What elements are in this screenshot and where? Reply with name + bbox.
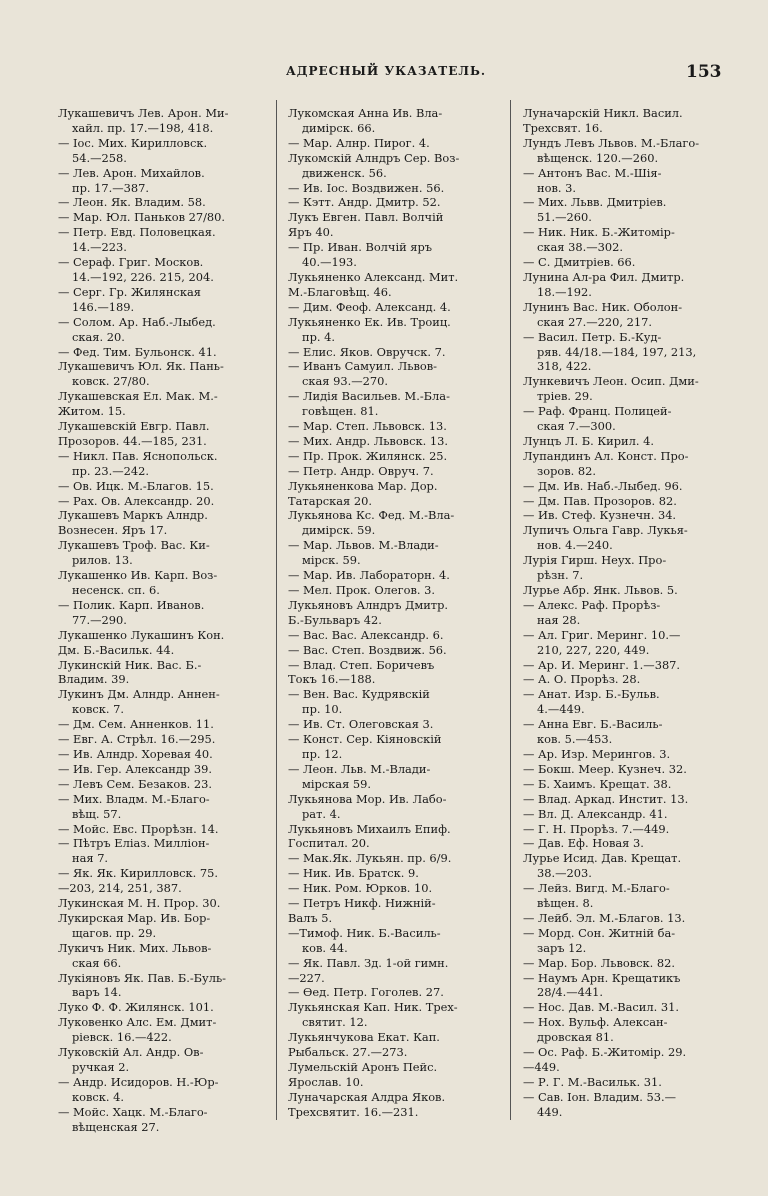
- entry-line: — Мар. Бор. Львовск. 82.: [523, 955, 676, 970]
- entry-line: димірск. 66.: [302, 120, 376, 135]
- entry-line: Токъ 16.—188.: [288, 672, 376, 687]
- entry-line: — Мар. Алнр. Пирог. 4.: [288, 135, 430, 150]
- column-3: [523, 106, 738, 1120]
- entry-line: Лукьяновъ Алндръ Дмитр.: [288, 597, 448, 612]
- entry-line: — Мар. Юл. Паньков 27/80.: [58, 210, 226, 225]
- entry-line: — Рах. Ов. Александр. 20.: [58, 493, 215, 508]
- entry-line: Трехсвят. 16.: [523, 120, 603, 135]
- entry-line: — Ал. Григ. Меринг. 10.—: [523, 627, 681, 642]
- entry-line: ряв. 44/18.—184, 197, 213,: [537, 344, 697, 359]
- entry-line: 4.—449.: [537, 702, 585, 717]
- entry-line: Лунинъ Вас. Ник. Оболон-: [523, 299, 683, 314]
- entry-line: Владим. 39.: [58, 672, 130, 687]
- entry-line: Лукашенко Лукашинъ Кон.: [58, 627, 225, 642]
- entry-line: — Вл. Д. Александр. 41.: [523, 806, 668, 821]
- entry-line: ная 7.: [72, 851, 109, 866]
- entry-line: дровская 81.: [537, 1030, 614, 1045]
- entry-line: — Влад. Аркад. Инстит. 13.: [523, 791, 689, 806]
- entry-line: мірская 59.: [302, 776, 372, 791]
- entry-line: Лупандинъ Ал. Конст. Про-: [523, 448, 689, 463]
- entry-line: 210, 227, 220, 449.: [537, 642, 650, 657]
- entry-line: —203, 214, 251, 387.: [58, 881, 182, 896]
- entry-line: Лукашевъ Троф. Вас. Ки-: [58, 538, 210, 553]
- entry-line: — Леон. Як. Владим. 58.: [58, 195, 206, 210]
- entry-line: — Ив. Алндр. Хоревая 40.: [58, 746, 213, 761]
- entry-line: — Елис. Яков. Овручск. 7.: [288, 344, 446, 359]
- entry-line: — Евг. А. Стрѣл. 16.—295.: [58, 732, 216, 747]
- entry-line: Лукинская М. Н. Прор. 30.: [58, 896, 221, 911]
- entry-line: святит. 12.: [302, 1015, 368, 1030]
- entry-line: ручкая 2.: [72, 1060, 130, 1074]
- entry-line: 14.—223.: [72, 240, 127, 255]
- entry-line: Лукашевъ Маркъ Алндр.: [58, 508, 208, 523]
- entry-line: 18.—192.: [537, 284, 592, 299]
- entry-line: пр. 12.: [302, 746, 343, 761]
- entry-line: ская 27.—220, 217.: [537, 314, 652, 329]
- entry-line: Лукашевичъ Юл. Як. Пань-: [58, 359, 224, 374]
- entry-line: Лукьяненко Александ. Мит.: [288, 269, 459, 284]
- entry-line: Лукьяновъ Михаилъ Епиф.: [288, 821, 451, 836]
- entry-line: хайл. пр. 17.—198, 418.: [72, 120, 214, 135]
- entry-line: Лукьянова Мор. Ив. Лабо-: [288, 791, 447, 806]
- entry-line: —449.: [523, 1060, 560, 1074]
- entry-line: — Мел. Прок. Олегов. 3.: [288, 583, 435, 597]
- entry-line: — Серг. Гр. Жилянская: [58, 284, 201, 299]
- entry-line: заръ 12.: [537, 940, 587, 955]
- entry-line: — Конст. Сер. Кіяновскій: [288, 732, 442, 747]
- entry-line: — Мойс. Евс. Прорѣзн. 14.: [58, 821, 219, 836]
- entry-line: — Лейз. Вигд. М.-Благо-: [523, 881, 670, 896]
- entry-line: ріевск. 16.—422.: [72, 1030, 172, 1045]
- entry-line: Ярослав. 10.: [288, 1074, 364, 1089]
- entry-line: ская 66.: [72, 955, 122, 970]
- entry-line: рѣзн. 7.: [537, 568, 584, 583]
- entry-line: — Пѣтръ Еліаз. Милліон-: [58, 836, 210, 851]
- entry-line: М.-Благовѣщ. 46.: [288, 284, 392, 299]
- entry-line: — Ив. Стеф. Кузнечн. 34.: [523, 508, 677, 523]
- column-2: [288, 106, 498, 1120]
- entry-line: 40.—193.: [302, 255, 357, 270]
- entry-line: 449.: [537, 1104, 563, 1119]
- entry-line: Лундъ Левъ Львов. М.-Благо-: [523, 135, 700, 150]
- entry-line: ная 28.: [537, 612, 581, 627]
- entry-line: говѣщен. 81.: [302, 404, 379, 419]
- entry-line: — Раф. Франц. Полицей-: [523, 404, 672, 419]
- entry-line: 77.—290.: [72, 612, 127, 627]
- entry-line: 146.—189.: [72, 299, 135, 314]
- entry-line: 54.—258.: [72, 150, 127, 165]
- entry-line: — Сераф. Григ. Москов.: [58, 255, 204, 270]
- entry-line: — Васил. Петр. Б.-Куд-: [523, 329, 662, 344]
- column-divider: [510, 100, 511, 1120]
- entry-line: — Леон. Льв. М.-Влади-: [288, 761, 431, 776]
- entry-line: несенск. сп. 6.: [72, 583, 160, 597]
- entry-line: — С. Дмитріев. 66.: [523, 255, 636, 270]
- entry-line: — Ов. Ицк. М.-Благов. 15.: [58, 478, 214, 493]
- entry-line: — Р. Г. М.-Васильк. 31.: [523, 1074, 662, 1089]
- entry-line: — Нох. Вульф. Алексан-: [523, 1015, 668, 1030]
- entry-line: вѣщен. 8.: [537, 896, 594, 911]
- entry-line: нов. 3.: [537, 180, 576, 195]
- entry-line: — Пр. Прок. Жилянск. 25.: [288, 448, 448, 463]
- entry-line: Лукичъ Ник. Мих. Львов-: [58, 940, 212, 955]
- entry-line: Прозоров. 44.—185, 231.: [58, 433, 207, 448]
- entry-line: — Дим. Феоф. Александ. 4.: [288, 299, 451, 314]
- entry-line: 14.—192, 226. 215, 204.: [72, 269, 214, 284]
- entry-line: — Анат. Изр. Б.-Бульв.: [523, 687, 660, 702]
- entry-line: — Солом. Ар. Наб.-Лыбед.: [58, 314, 216, 329]
- entry-line: Лурье Абр. Янк. Львов. 5.: [523, 583, 678, 597]
- entry-line: Луначарская Алдра Яков.: [288, 1089, 446, 1104]
- entry-line: — Ив. Гер. Александр 39.: [58, 761, 212, 776]
- entry-line: — Лев. Арон. Михайлов.: [58, 165, 205, 180]
- entry-line: — Морд. Сон. Житній ба-: [523, 925, 676, 940]
- entry-line: — Іос. Мих. Кирилловск.: [58, 135, 208, 150]
- entry-line: Лукьяненко Ек. Ив. Троиц.: [288, 314, 451, 329]
- entry-line: — Петръ Никф. Нижній-: [288, 896, 436, 911]
- entry-line: Б.-Бульваръ 42.: [288, 612, 382, 627]
- entry-line: — Г. Н. Прорѣз. 7.—449.: [523, 821, 670, 836]
- entry-line: — Дм. Сем. Анненков. 11.: [58, 717, 214, 732]
- entry-line: — Ник. Ник. Б.-Житомір-: [523, 225, 675, 240]
- entry-line: — Анна Евг. Б.-Василь-: [523, 717, 663, 732]
- entry-line: Дм. Б.-Васильк. 44.: [58, 642, 175, 657]
- entry-line: — Өед. Петр. Гоголев. 27.: [288, 985, 444, 1000]
- entry-line: ковск. 27/80.: [72, 374, 150, 389]
- entry-line: — Андр. Исидоров. Н.-Юр-: [58, 1074, 219, 1089]
- entry-line: ская. 20.: [72, 329, 125, 344]
- entry-line: — Нос. Дав. М.-Васил. 31.: [523, 1000, 679, 1015]
- entry-line: движенск. 56.: [302, 165, 387, 180]
- entry-line: рат. 4.: [302, 806, 341, 821]
- entry-line: — Фед. Тим. Бульонск. 41.: [58, 344, 217, 359]
- entry-line: — Ник. Ив. Братск. 9.: [288, 866, 419, 881]
- entry-line: димірск. 59.: [302, 523, 376, 538]
- entry-line: тріев. 29.: [537, 389, 593, 404]
- entry-line: — Ос. Раф. Б.-Житомір. 29.: [523, 1045, 687, 1060]
- entry-line: Госпитал. 20.: [288, 836, 370, 851]
- entry-line: Луковенко Алс. Ем. Дмит-: [58, 1015, 217, 1030]
- entry-line: 38.—203.: [537, 866, 592, 881]
- entry-line: — Мар. Степ. Львовск. 13.: [288, 419, 447, 434]
- entry-line: Лукомскій Алндръ Сер. Воз-: [288, 150, 460, 165]
- entry-line: пр. 10.: [302, 702, 343, 717]
- page-number: 153: [686, 62, 722, 82]
- entry-line: — Алекс. Раф. Прорѣз-: [523, 597, 661, 612]
- entry-line: пр. 23.—242.: [72, 463, 149, 478]
- entry-line: Лукъ Евген. Павл. Волчій: [288, 210, 444, 225]
- entry-line: — Ар. И. Меринг. 1.—387.: [523, 657, 681, 672]
- entry-line: пр. 4.: [302, 329, 335, 344]
- entry-line: — Антонъ Вас. М.-Шія-: [523, 165, 662, 180]
- entry-line: — Вен. Вас. Кудрявскій: [288, 687, 430, 702]
- entry-line: Лурье Исид. Дав. Крещат.: [523, 851, 682, 866]
- entry-line: ская 93.—270.: [302, 374, 388, 389]
- entry-line: Луко Ф. Ф. Жилянск. 101.: [58, 1000, 214, 1015]
- entry-line: — Бокш. Меер. Кузнеч. 32.: [523, 761, 687, 776]
- entry-line: Лурія Гирш. Неух. Про-: [523, 553, 667, 568]
- entry-line: Яръ 40.: [288, 225, 334, 240]
- entry-line: Лукирская Мар. Ив. Бор-: [58, 910, 211, 925]
- entry-line: вѣщенская 27.: [72, 1119, 160, 1134]
- entry-line: — Сав. Іон. Владим. 53.—: [523, 1089, 676, 1104]
- entry-line: пр. 17.—387.: [72, 180, 149, 195]
- entry-line: 28/4.—441.: [537, 985, 603, 1000]
- entry-line: — Вас. Степ. Воздвиж. 56.: [288, 642, 447, 657]
- entry-line: — Пр. Иван. Волчій яръ: [288, 240, 433, 255]
- entry-line: щагов. пр. 29.: [72, 925, 157, 940]
- entry-line: — Дав. Еф. Новая 3.: [523, 836, 644, 851]
- entry-line: Вознесен. Яръ 17.: [58, 523, 168, 538]
- entry-line: — Кэтт. Андр. Дмитр. 52.: [288, 195, 441, 210]
- entry-line: — Мих. Львв. Дмитріев.: [523, 195, 667, 210]
- entry-line: Трехсвятит. 16.—231.: [288, 1104, 419, 1119]
- entry-line: — Иванъ Самуил. Львов-: [288, 359, 437, 374]
- entry-line: Татарская 20.: [288, 493, 372, 508]
- entry-line: ковск. 7.: [72, 702, 124, 717]
- entry-line: Лункевичъ Леон. Осип. Дми-: [523, 374, 699, 389]
- entry-line: Лунина Ал-ра Фил. Дмитр.: [523, 269, 685, 284]
- entry-line: рилов. 13.: [72, 553, 133, 568]
- entry-line: Лукинъ Дм. Алндр. Аннен-: [58, 687, 220, 702]
- entry-line: — Наумъ Арн. Крещатикъ: [523, 970, 681, 985]
- entry-line: — Ив. Ст. Олеговская 3.: [288, 717, 434, 732]
- entry-line: — Петр. Андр. Овруч. 7.: [288, 463, 434, 478]
- entry-line: Лукинскій Ник. Вас. Б.-: [58, 657, 202, 672]
- entry-line: ская 7.—300.: [537, 419, 616, 434]
- entry-line: —227.: [288, 970, 325, 985]
- entry-line: — Мар. Ив. Лабораторн. 4.: [288, 568, 450, 583]
- entry-line: — Мойс. Хацк. М.-Благо-: [58, 1104, 208, 1119]
- entry-line: Лукашевскій Евгр. Павл.: [58, 419, 210, 434]
- entry-line: вѣщенск. 120.—260.: [537, 150, 659, 165]
- entry-line: Житом. 15.: [58, 404, 126, 419]
- entry-line: — Як. Як. Кирилловск. 75.: [58, 866, 219, 881]
- entry-line: — Ник. Ром. Юрков. 10.: [288, 881, 433, 896]
- entry-line: Лукашевская Ел. Мак. М.-: [58, 389, 218, 404]
- entry-line: Лунцъ Л. Б. Кирил. 4.: [523, 433, 654, 448]
- entry-line: Лумельскій Аронъ Пейс.: [288, 1060, 438, 1074]
- entry-line: — Лидія Васильев. М.-Бла-: [288, 389, 450, 404]
- entry-line: вѣщ. 57.: [72, 806, 122, 821]
- entry-line: 51.—260.: [537, 210, 592, 225]
- entry-line: — Ив. Іос. Воздвижен. 56.: [288, 180, 445, 195]
- entry-line: — Полик. Карп. Иванов.: [58, 597, 205, 612]
- entry-line: — Левъ Сем. Безаков. 23.: [58, 776, 212, 791]
- entry-line: Лукьянская Кап. Ник. Трех-: [288, 1000, 458, 1015]
- entry-line: ков. 44.: [302, 940, 348, 955]
- entry-line: — Як. Павл. Зд. 1-ой гимн.: [288, 955, 449, 970]
- entry-line: Луковскій Ал. Андр. Ов-: [58, 1045, 204, 1060]
- entry-line: — Ар. Изр. Мерингов. 3.: [523, 746, 671, 761]
- entry-line: — Мих. Владм. М.-Благо-: [58, 791, 210, 806]
- entry-line: Рыбальск. 27.—273.: [288, 1045, 408, 1060]
- entry-line: зоров. 82.: [537, 463, 596, 478]
- entry-line: Валъ 5.: [288, 910, 333, 925]
- entry-line: — Влад. Степ. Боричевъ: [288, 657, 435, 672]
- entry-line: Лукашенко Ив. Карп. Воз-: [58, 568, 218, 583]
- entry-line: — Дм. Пав. Прозоров. 82.: [523, 493, 677, 508]
- entry-line: — Лейб. Эл. М.-Благов. 13.: [523, 910, 686, 925]
- entry-line: Лупичъ Ольга Гавр. Лукья-: [523, 523, 688, 538]
- entry-line: — Петр. Евд. Половецкая.: [58, 225, 216, 240]
- entry-line: 318, 422.: [537, 359, 592, 374]
- entry-line: Лукьянова Кс. Фед. М.-Вла-: [288, 508, 455, 523]
- entry-line: нов. 4.—240.: [537, 538, 613, 553]
- entry-line: — Вас. Вас. Александр. 6.: [288, 627, 444, 642]
- entry-line: —Тимоф. Ник. Б.-Василь-: [288, 925, 441, 940]
- entry-line: ковск. 4.: [72, 1089, 124, 1104]
- entry-line: Лукьяненкова Мар. Дор.: [288, 478, 438, 493]
- entry-line: — Б. Хаимъ. Крещат. 38.: [523, 776, 672, 791]
- entry-line: — Дм. Ив. Наб.-Лыбед. 96.: [523, 478, 683, 493]
- entry-line: — Мак.Як. Лукьян. пр. 6/9.: [288, 851, 452, 866]
- column-divider: [276, 100, 277, 1120]
- entry-line: — Никл. Пав. Яснопольск.: [58, 448, 218, 463]
- entry-line: Лукьянчукова Екат. Кап.: [288, 1030, 440, 1045]
- running-head: АДРЕСНЫЙ УКАЗАТЕЛЬ.: [286, 64, 487, 78]
- entry-line: — А. О. Прорѣз. 28.: [523, 672, 641, 687]
- entry-line: — Мих. Андр. Львовск. 13.: [288, 433, 448, 448]
- entry-line: Луначарскій Никл. Васил.: [523, 106, 683, 120]
- entry-line: Лукашевичъ Лев. Арон. Ми-: [58, 106, 229, 120]
- entry-line: Лукомская Анна Ив. Вла-: [288, 106, 443, 120]
- entry-line: ская 38.—302.: [537, 240, 623, 255]
- entry-line: ков. 5.—453.: [537, 732, 613, 747]
- entry-line: — Мар. Львов. М.-Влади-: [288, 538, 439, 553]
- entry-line: мірск. 59.: [302, 553, 361, 568]
- entry-line: Лукіяновъ Як. Пав. Б.-Буль-: [58, 970, 227, 985]
- column-1: [58, 106, 268, 1135]
- entry-line: варъ 14.: [72, 985, 122, 1000]
